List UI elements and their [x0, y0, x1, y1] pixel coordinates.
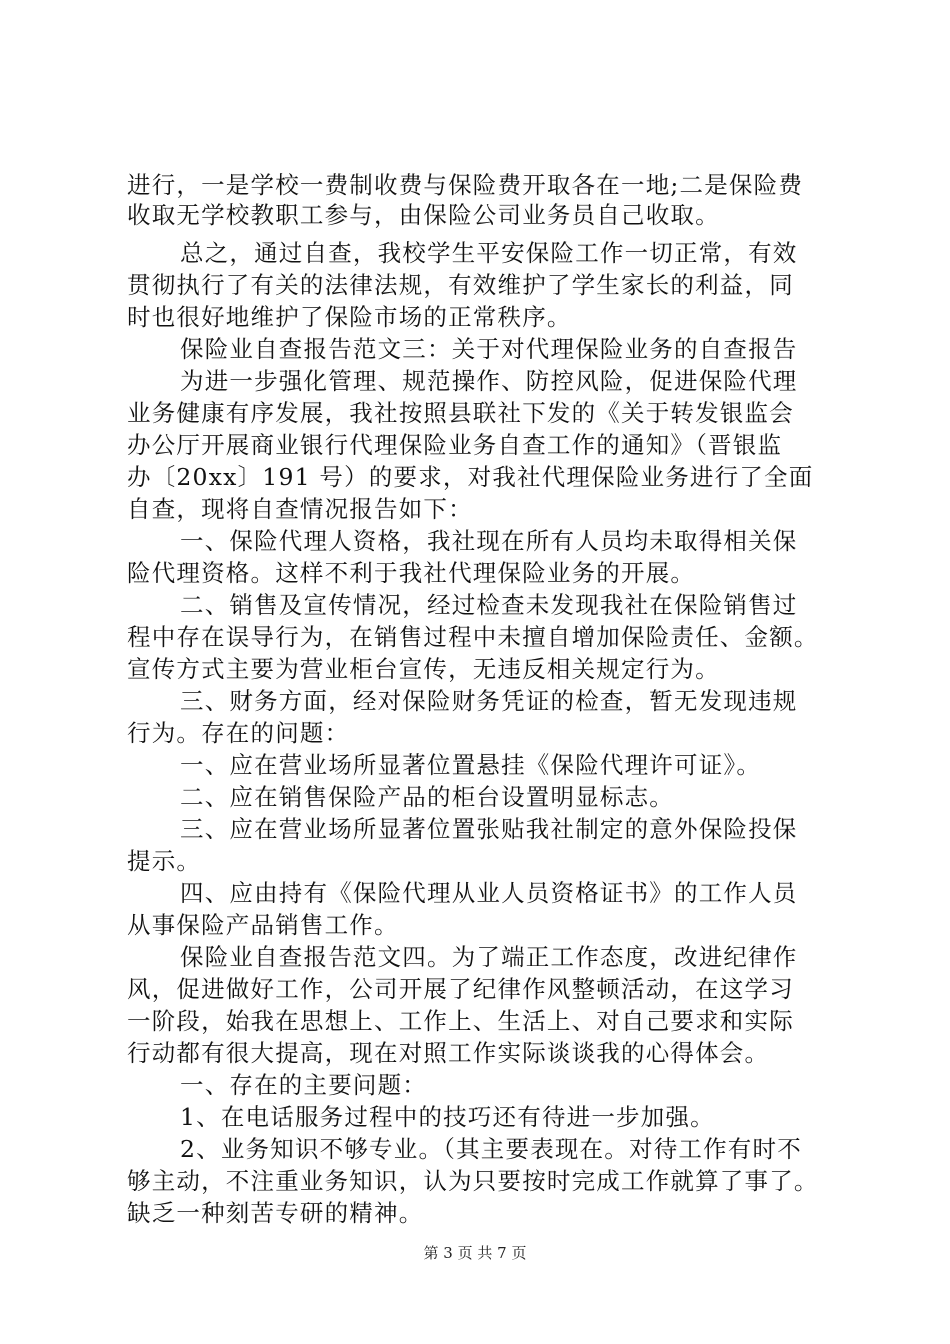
- text-line: 三、财务方面，经对保险财务凭证的检查，暂无发现违规: [180, 687, 798, 715]
- text-line: 进行，一是学校一费制收费与保险费开取各在一地;二是保险费: [127, 171, 804, 199]
- text-line: 一、应在营业场所显著位置悬挂《保险代理许可证》。: [180, 751, 762, 779]
- text-line: 2、业务知识不够专业。（其主要表现在。对待工作有时不: [180, 1135, 802, 1163]
- text-line: 办〔20xx〕191 号）的要求，对我社代理保险业务进行了全面: [127, 463, 814, 491]
- text-line: 保险业自查报告范文三：关于对代理保险业务的自查报告: [180, 335, 798, 363]
- text-line: 险代理资格。这样不利于我社代理保险业务的开展。: [127, 559, 696, 587]
- text-line: 为进一步强化管理、规范操作、防控风险，促进保险代理: [180, 367, 798, 395]
- text-line: 保险业自查报告范文四。为了端正工作态度，改进纪律作: [180, 943, 798, 971]
- text-line: 业务健康有序发展，我社按照县联社下发的《关于转发银监会: [127, 399, 794, 427]
- text-line: 二、应在销售保险产品的柜台设置明显标志。: [180, 783, 674, 811]
- text-line: 一、保险代理人资格，我社现在所有人员均未取得相关保: [180, 527, 798, 555]
- text-line: 四、应由持有《保险代理从业人员资格证书》的工作人员: [180, 879, 798, 907]
- text-line: 贯彻执行了有关的法律法规，有效维护了学生家长的利益，同: [127, 271, 794, 299]
- text-line: 行为。存在的问题：: [127, 719, 350, 747]
- text-line: 1、在电话服务过程中的技巧还有待进一步加强。: [180, 1103, 715, 1131]
- text-line: 提示。: [127, 847, 202, 875]
- text-line: 缺乏一种刻苦专研的精神。: [127, 1199, 424, 1227]
- text-line: 自查，现将自查情况报告如下：: [127, 495, 473, 523]
- text-line: 收取无学校教职工参与，由保险公司业务员自己收取。: [127, 201, 720, 229]
- text-line: 程中存在误导行为，在销售过程中未擅自增加保险责任、金额。: [127, 623, 819, 651]
- text-line: 够主动，不注重业务知识，认为只要按时完成工作就算了事了。: [127, 1167, 819, 1195]
- text-line: 总之，通过自查，我校学生平安保险工作一切正常，有效: [180, 239, 798, 267]
- text-line: 从事保险产品销售工作。: [127, 911, 399, 939]
- text-line: 一阶段，始我在思想上、工作上、生活上、对自己要求和实际: [127, 1007, 794, 1035]
- text-line: 三、应在营业场所显著位置张贴我社制定的意外保险投保: [180, 815, 798, 843]
- text-line: 二、销售及宣传情况，经过检查未发现我社在保险销售过: [180, 591, 798, 619]
- text-line: 宣传方式主要为营业柜台宣传，无违反相关规定行为。: [127, 655, 720, 683]
- text-line: 风，促进做好工作，公司开展了纪律作风整顿活动，在这学习: [127, 975, 794, 1003]
- page-number-footer: 第 3 页 共 7 页: [423, 1244, 527, 1262]
- text-line: 一、存在的主要问题：: [180, 1071, 427, 1099]
- text-line: 时也很好地维护了保险市场的正常秩序。: [127, 303, 572, 331]
- text-line: 办公厅开展商业银行代理保险业务自查工作的通知》（晋银监: [127, 431, 783, 459]
- text-line: 行动都有很大提高，现在对照工作实际谈谈我的心得体会。: [127, 1039, 770, 1067]
